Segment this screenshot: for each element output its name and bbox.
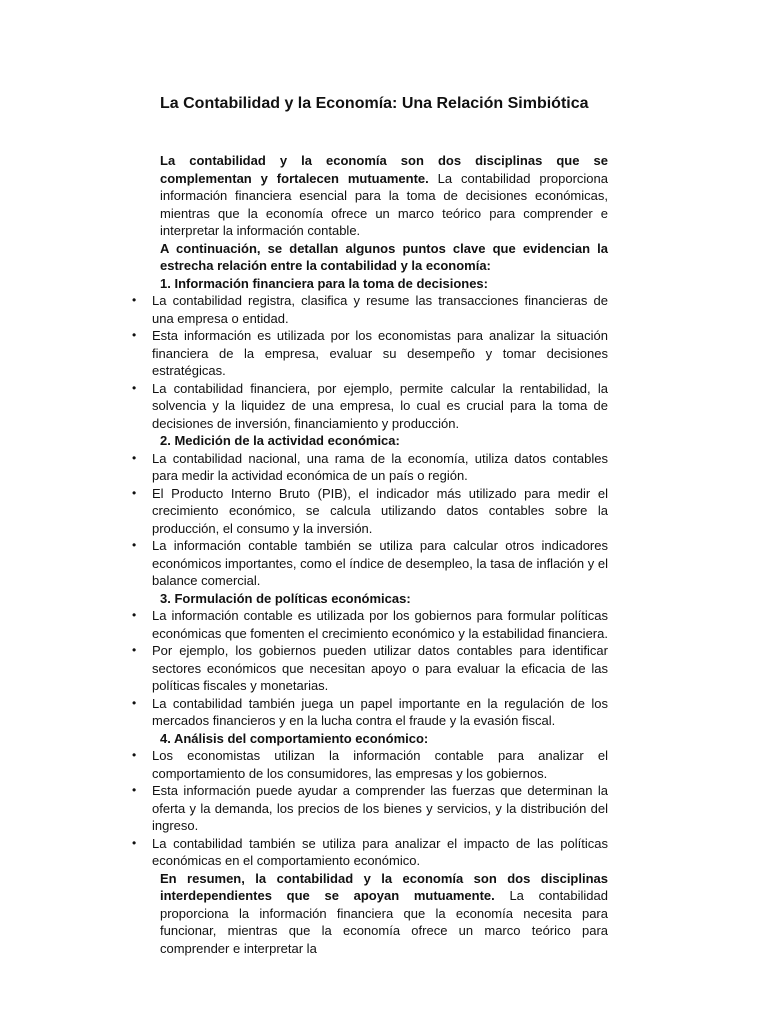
section-heading: 2. Medición de la actividad económica:	[160, 433, 400, 448]
bullet-item: • Los economistas utilizan la información contable para analizar el comportamiento de los consumidores, las empresas y los gobiernos.	[152, 747, 608, 782]
document-body	[152, 152, 608, 957]
bullet-item: • La información contable también se utiliza para calcular otros indicadores económicos importantes, como el índice de desempleo, la tasa de inflación y el balance comercial.	[152, 537, 608, 590]
bullet-item: • La contabilidad también juega un papel importante en la regulación de los mercados financieros y en la lucha contra el fraude y la evasión fiscal.	[152, 695, 608, 730]
section-3	[152, 590, 608, 730]
bullet-item: • La contabilidad registra, clasifica y resume las transacciones financieras de una empresa o entidad.	[152, 292, 608, 327]
bullet-item: • Esta información puede ayudar a comprender las fuerzas que determinan la oferta y la demanda, los precios de los bienes y servicios, y la distribución del ingreso.	[152, 782, 608, 835]
lead-paragraph: A continuación, se detallan algunos puntos clave que evidencian la estrecha relación entre la contabilidad y la economía:	[160, 240, 608, 273]
section-heading: 3. Formulación de políticas económicas:	[160, 590, 411, 606]
bullet-item: • El Producto Interno Bruto (PIB), el indicador más utilizado para medir el crecimiento económico, se calcula utilizando datos contables sobre la producción, el consumo y la inversión.	[152, 485, 608, 538]
conclusion-text: La contabilidad proporciona la información financiera que la economía necesita para funcionar, mientras que la economía ofrece un marco teórico para comprender e interpretar la	[160, 888, 608, 956]
bullet-item: • La información contable es utilizada por los gobiernos para formular políticas económicas que fomenten el crecimiento económico y la estabilidad financiera.	[152, 607, 608, 642]
section-1	[152, 275, 608, 433]
document-title: La Contabilidad y la Economía: Una Relación Simbiótica	[160, 95, 589, 112]
bullet-item: • La contabilidad financiera, por ejemplo, permite calcular la rentabilidad, la solvencia y la liquidez de una empresa, lo cual es crucial para la toma de decisiones de inversión, financiamiento y producción.	[152, 380, 608, 433]
bullet-list	[152, 292, 608, 432]
conclusion-bold-text: En resumen, la contabilidad y la economía son dos disciplinas interdependientes que se apoyan mutuamente.	[160, 870, 608, 903]
bullet-list	[152, 747, 608, 870]
intro-text: La contabilidad proporciona información financiera esencial para la toma de decisiones económicas, mientras que la economía ofrece un marco teórico para comprender e interpretar la información contable.	[160, 170, 608, 238]
bullet-item: • La contabilidad también se utiliza para analizar el impacto de las políticas económicas en el comportamiento económico.	[152, 835, 608, 870]
section-heading: 4. Análisis del comportamiento económico:	[160, 730, 429, 746]
bullet-list	[152, 450, 608, 590]
intro-bold-text: La contabilidad y la economía son dos disciplinas que se complementan y fortalecen mutuamente.	[160, 153, 608, 186]
bullet-item: • La contabilidad nacional, una rama de la economía, utiliza datos contables para medir la actividad económica de un país o región.	[152, 450, 608, 485]
bullet-item: • Por ejemplo, los gobiernos pueden utilizar datos contables para identificar sectores económicos que necesitan apoyo o para evaluar la eficacia de las políticas fiscales y monetarias.	[152, 642, 608, 695]
bullet-list	[152, 607, 608, 730]
section-2	[152, 432, 608, 590]
section-4	[152, 730, 608, 870]
bullet-item: • Esta información es utilizada por los economistas para analizar la situación financiera de la empresa, evaluar su desempeño y tomar decisiones estratégicas.	[152, 327, 608, 380]
section-heading: 1. Información financiera para la toma de decisiones:	[160, 275, 488, 291]
conclusion-paragraph	[152, 870, 608, 958]
intro-paragraph	[152, 152, 608, 240]
